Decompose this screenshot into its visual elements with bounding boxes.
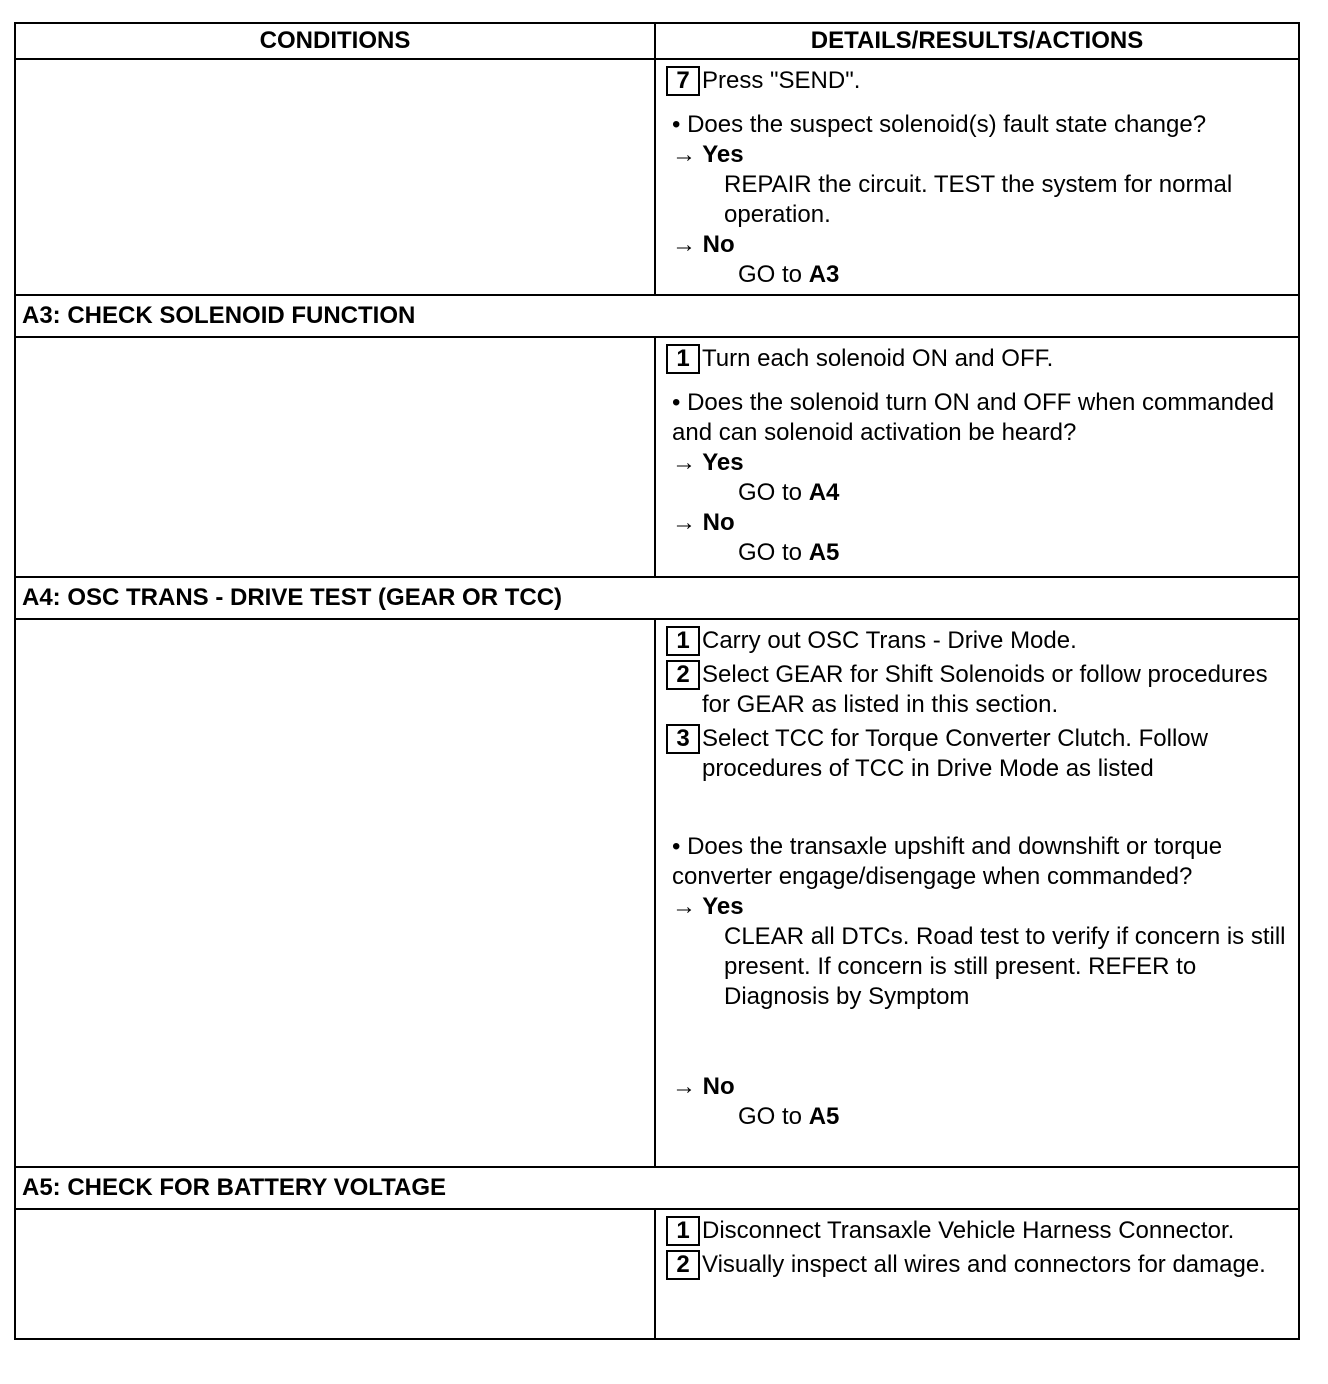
conditions-header: CONDITIONS [15, 23, 655, 59]
section-title-a4: A4: OSC TRANS - DRIVE TEST (GEAR OR TCC) [15, 577, 1299, 619]
yes-label: → Yes [672, 893, 744, 920]
yes-action: REPAIR the circuit. TEST the system for normal operation. [724, 171, 1233, 228]
go-to-text: GO to [738, 1103, 809, 1130]
conditions-cell [15, 59, 655, 295]
step-number: 1 [666, 626, 700, 656]
question: • Does the suspect solenoid(s) fault state change? [672, 111, 1207, 138]
section-header-row [15, 577, 1299, 619]
go-to-target: A4 [808, 479, 840, 506]
yes-label: → Yes [672, 141, 744, 168]
table-row [15, 59, 1299, 295]
go-to-text: GO to [738, 539, 809, 566]
spacer [666, 1042, 1290, 1072]
step-text: Visually inspect all wires and connectors for damage. [702, 1251, 1266, 1278]
section-header-row [15, 1167, 1299, 1209]
no-action [666, 260, 1290, 290]
no-label: → No [672, 1073, 735, 1100]
no-action [666, 538, 1290, 568]
step-number: 2 [666, 1250, 700, 1280]
step-text: Press "SEND". [702, 67, 861, 94]
section-header-row [15, 295, 1299, 337]
no-label: → No [672, 509, 735, 536]
details-cell [655, 59, 1299, 295]
question: • Does the solenoid turn ON and OFF when commanded and can solenoid activation be heard? [672, 389, 1275, 446]
step-text: Select GEAR for Shift Solenoids or follow procedures for GEAR as listed in this section. [702, 661, 1268, 718]
no-label: → No [672, 231, 735, 258]
step-text: Disconnect Transaxle Vehicle Harness Connector. [702, 1217, 1235, 1244]
diagnostic-table-page [14, 22, 1298, 1340]
conditions-cell [15, 1209, 655, 1339]
yes-action [666, 478, 1290, 508]
spacer [666, 788, 1290, 818]
step-1 [666, 626, 1290, 656]
diagnostic-table [14, 22, 1300, 1340]
step-number: 1 [666, 1216, 700, 1246]
step-7 [666, 66, 1290, 96]
details-cell [655, 619, 1299, 1167]
section-title-a5: A5: CHECK FOR BATTERY VOLTAGE [15, 1167, 1299, 1209]
step-3 [666, 724, 1290, 784]
table-header-row [15, 23, 1299, 59]
step-2 [666, 660, 1290, 720]
details-header: DETAILS/RESULTS/ACTIONS [655, 23, 1299, 59]
step-text: Turn each solenoid ON and OFF. [702, 345, 1054, 372]
details-cell [655, 337, 1299, 577]
conditions-cell [15, 619, 655, 1167]
step-2 [666, 1250, 1290, 1280]
step-number: 7 [666, 66, 700, 96]
go-to-text: GO to [738, 261, 809, 288]
step-1 [666, 344, 1290, 374]
go-to-target: A5 [808, 539, 840, 566]
section-title-a3: A3: CHECK SOLENOID FUNCTION [15, 295, 1299, 337]
step-number: 1 [666, 344, 700, 374]
go-to-target: A5 [808, 1103, 840, 1130]
go-to-target: A3 [808, 261, 840, 288]
step-number: 2 [666, 660, 700, 690]
no-action [666, 1102, 1290, 1132]
question: • Does the transaxle upshift and downshift or torque converter engage/disengage when commanded? [672, 833, 1223, 890]
step-text: Select TCC for Torque Converter Clutch. Follow procedures of TCC in Drive Mode as listed [702, 725, 1208, 782]
step-text: Carry out OSC Trans - Drive Mode. [702, 627, 1077, 654]
step-number: 3 [666, 724, 700, 754]
spacer [666, 1012, 1290, 1042]
yes-label: → Yes [672, 449, 744, 476]
yes-action: CLEAR all DTCs. Road test to verify if concern is still present. If concern is still present. REFER to Diagnosis by Symptom [724, 923, 1286, 1010]
table-row [15, 619, 1299, 1167]
conditions-cell [15, 337, 655, 577]
go-to-text: GO to [738, 479, 809, 506]
table-row [15, 337, 1299, 577]
table-row [15, 1209, 1299, 1339]
step-1 [666, 1216, 1290, 1246]
details-cell [655, 1209, 1299, 1339]
